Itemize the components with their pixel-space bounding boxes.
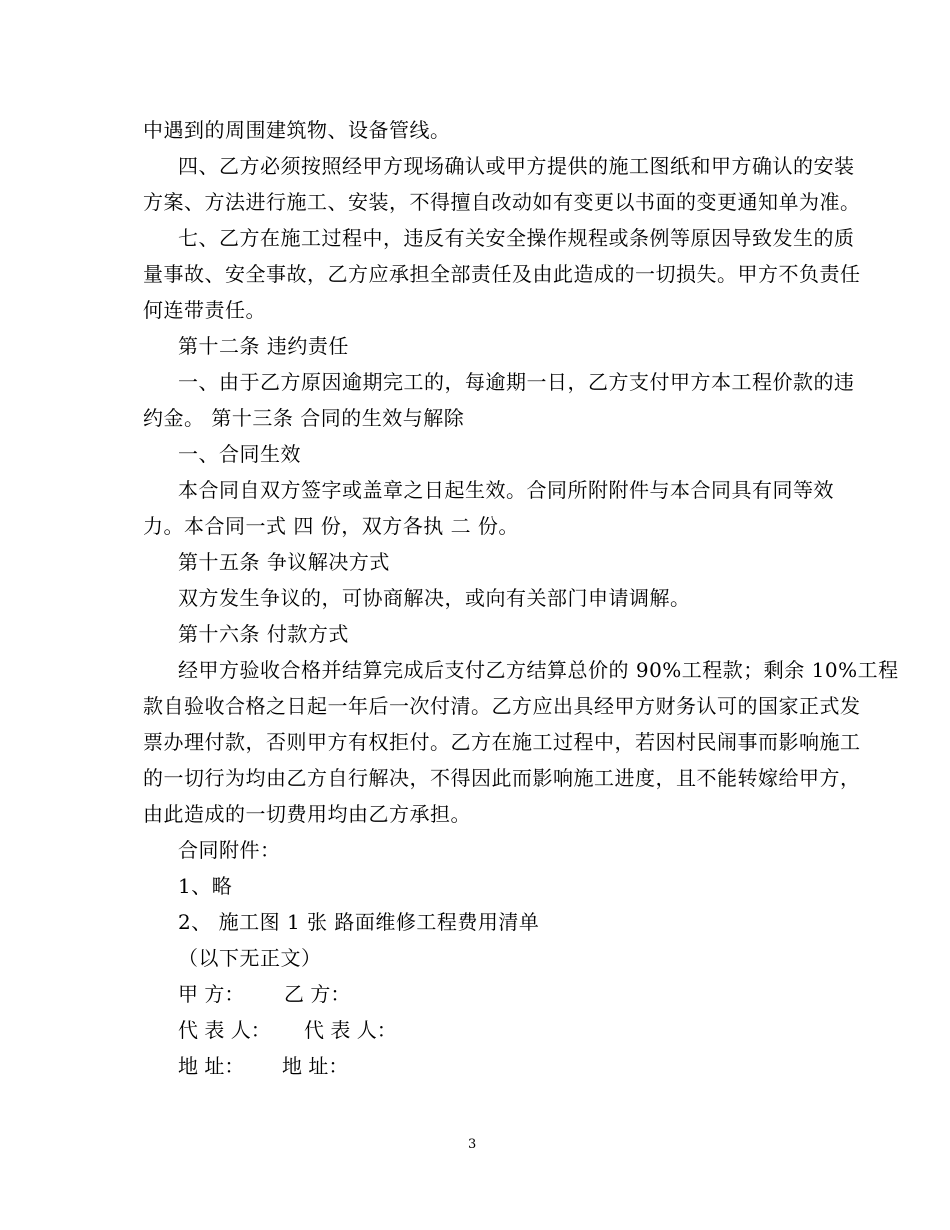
body-line: 七、乙方在施工过程中，违反有关安全操作规程或条例等原因导致发生的质 [178,226,855,250]
body-line: 约金。 第十三条 合同的生效与解除 [143,406,465,430]
representative-a-label: 代 表 人： [178,1018,271,1042]
body-line: 经甲方验收合格并结算完成后支付乙方结算总价的 90%工程款；剩余 10%工程 [178,658,899,682]
attachment-item: 1、略 [178,874,233,898]
body-line: 双方发生争议的，可协商解决，或向有关部门申请调解。 [178,586,691,610]
address-b-label: 地 址： [282,1054,349,1078]
attachment-item: 2、 施工图 1 张 路面维修工程费用清单 [178,910,540,934]
body-line: 一、由于乙方原因逾期完工的，每逾期一日，乙方支付甲方本工程价款的违 [178,370,855,394]
body-line: 一、合同生效 [178,442,301,466]
body-line: 何连带责任。 [143,298,266,322]
body-line: 由此造成的一切费用均由乙方承担。 [143,802,471,826]
address-a-label: 地 址： [178,1054,245,1078]
end-note: （以下无正文） [178,946,322,970]
body-line: 量事故、安全事故，乙方应承担全部责任及由此造成的一切损失。甲方不负责任 [143,262,861,286]
party-a-label: 甲 方： [178,982,245,1006]
body-line: 款自验收合格之日起一年后一次付清。乙方应出具经甲方财务认可的国家正式发 [143,694,861,718]
representative-b-label: 代 表 人： [304,1018,397,1042]
body-line: 的一切行为均由乙方自行解决，不得因此而影响施工进度，且不能转嫁给甲方， [143,766,861,790]
section-heading: 第十二条 违约责任 [178,334,349,358]
section-heading: 第十六条 付款方式 [178,622,349,646]
party-b-label: 乙 方： [284,982,351,1006]
body-line: 方案、方法进行施工、安装，不得擅自改动如有变更以书面的变更通知单为准。 [143,190,861,214]
attachments-heading: 合同附件： [178,838,281,862]
page-number: 3 [468,1137,477,1152]
body-line: 力。本合同一式 四 份，双方各执 二 份。 [143,514,519,538]
body-line: 四、乙方必须按照经甲方现场确认或甲方提供的施工图纸和甲方确认的安装 [178,154,855,178]
section-heading: 第十五条 争议解决方式 [178,550,390,574]
body-line: 本合同自双方签字或盖章之日起生效。合同所附附件与本合同具有同等效 [178,478,834,502]
body-line: 中遇到的周围建筑物、设备管线。 [143,118,451,142]
body-line: 票办理付款，否则甲方有权拒付。乙方在施工过程中，若因村民闹事而影响施工 [143,730,861,754]
